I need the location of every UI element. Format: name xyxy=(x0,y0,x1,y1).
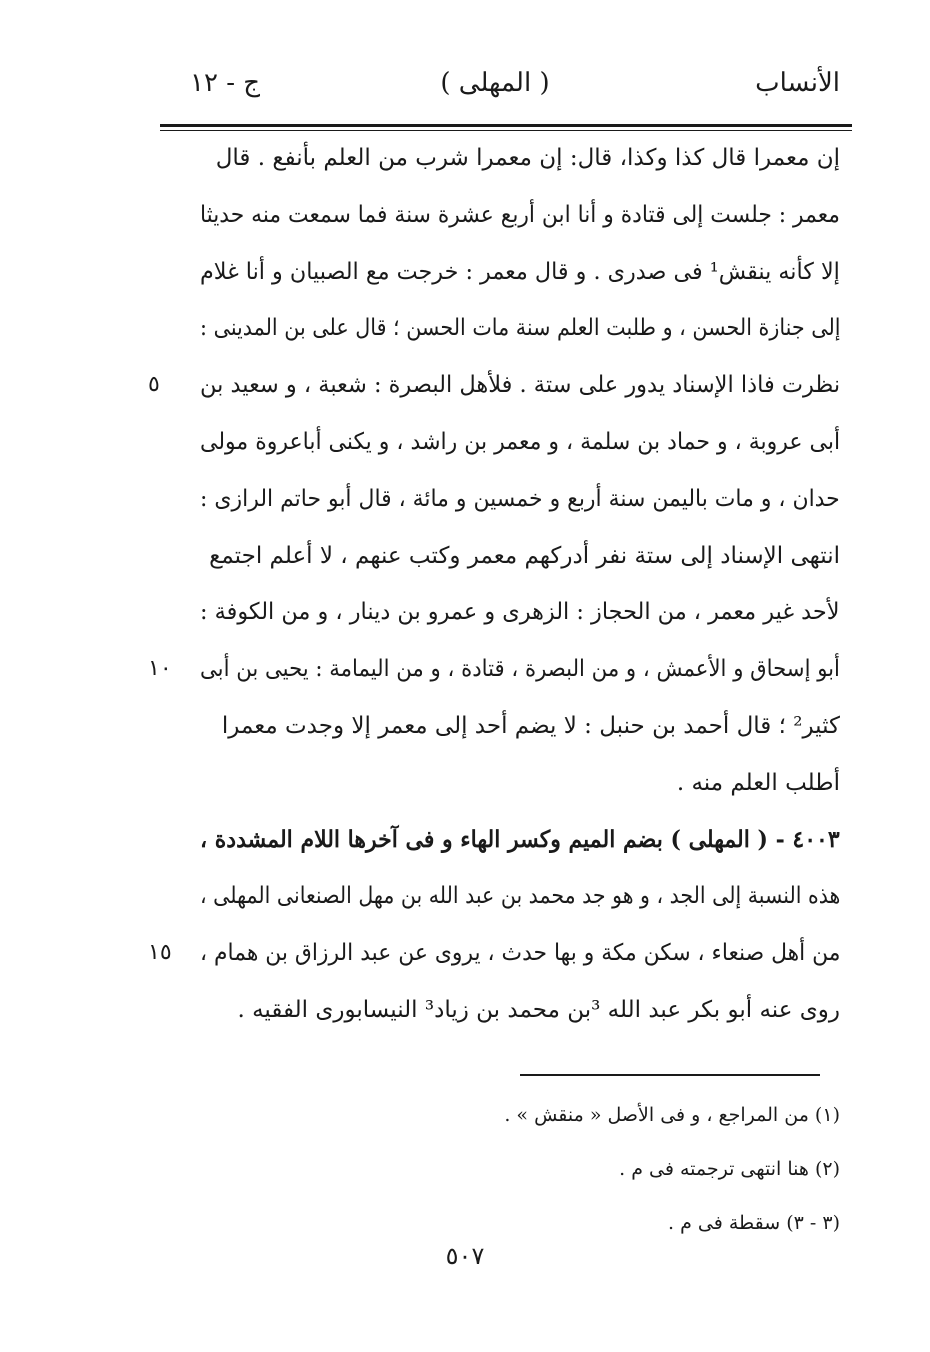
text-line: أطلب العلم منه . xyxy=(676,769,840,796)
footnote: (٢) هنا انتهى ترجمته فى م . xyxy=(619,1158,840,1180)
footnotes xyxy=(300,1088,840,1250)
text-line: معمر : جلست إلى قتادة و أنا ابن أربع عشرة سنة فما سمعت منه حديثا xyxy=(200,201,840,228)
line-number: ١٥ xyxy=(148,940,172,966)
text-line: إن معمرا قال كذا وكذا، قال: إن معمرا شرب من العلم بأنفع . قال xyxy=(215,145,840,171)
entry-heading-line: ٤٠٠٣ - ( المهلى ) بضم الميم وكسر الهاء و فى آخرها اللام المشددة ، xyxy=(200,825,840,853)
text-line: لأحد غير معمر ، من الحجاز : الزهرى و عمرو بن دينار ، و من الكوفة : xyxy=(200,599,840,626)
text-line: أبو إسحاق و الأعمش ، و من البصرة ، قتادة ، و من اليمامة : يحيى بن أبى ١٠ xyxy=(140,641,840,698)
text-line: كثير² ؛ قال أحمد بن حنبل : لا يضم أحد إلى معمر إلا وجدت معمرا xyxy=(221,712,840,739)
book-title: الأنساب xyxy=(755,68,840,98)
footnote-rule xyxy=(520,1074,820,1076)
main-text xyxy=(140,130,840,1039)
text-line: روى عنه أبو بكر عبد الله ³بن محمد بن زياد³ النيسابورى الفقيه . xyxy=(237,996,840,1023)
text-line: إلى جنازة الحسن ، و طلبت العلم سنة مات الحسن ؛ قال على بن المدينى : xyxy=(199,315,840,342)
text-line: حدان ، و مات باليمن سنة أربع و خمسين و مائة ، قال أبو حاتم الرازى : xyxy=(200,485,840,512)
line-number: ٥ xyxy=(148,372,160,398)
text-line: أبى عروبة ، و حماد بن سلمة ، و معمر بن راشد ، و يكنى أباعروة مولى xyxy=(199,428,840,455)
footnote: (٣ - ٣) سقطة فى م . xyxy=(668,1212,840,1234)
entry-title: ( المهلى ) xyxy=(440,68,550,98)
running-header xyxy=(150,68,840,116)
text-line: انتهى الإسناد إلى ستة نفر أدركهم معمر وكتب عنهم ، لا أعلم اجتمع xyxy=(209,542,840,569)
line-number: ١٠ xyxy=(148,656,172,682)
text-line: نظرت فاذا الإسناد يدور على ستة . فلأهل البصرة : شعبة ، و سعيد بن ٥ xyxy=(140,357,840,414)
text-line: من أهل صنعاء ، سكن مكة و بها حدث ، يروى عن عبد الرزاق بن همام ، ١٥ xyxy=(140,925,840,982)
footnote: (١) من المراجع ، و فى الأصل « منقش » . xyxy=(504,1104,840,1126)
page-number: ٥٠٧ xyxy=(445,1242,485,1270)
text-line: إلا كأنه ينقش¹ فى صدرى . و قال معمر : خرجت مع الصبيان و أنا غلام xyxy=(200,258,840,285)
text-line: هذه النسبة إلى الجد ، و هو جد محمد بن عبد الله بن مهل الصنعانى المهلى ، xyxy=(199,883,840,910)
header-rule xyxy=(160,124,852,127)
volume-label: ج - ١٢ xyxy=(190,68,261,98)
